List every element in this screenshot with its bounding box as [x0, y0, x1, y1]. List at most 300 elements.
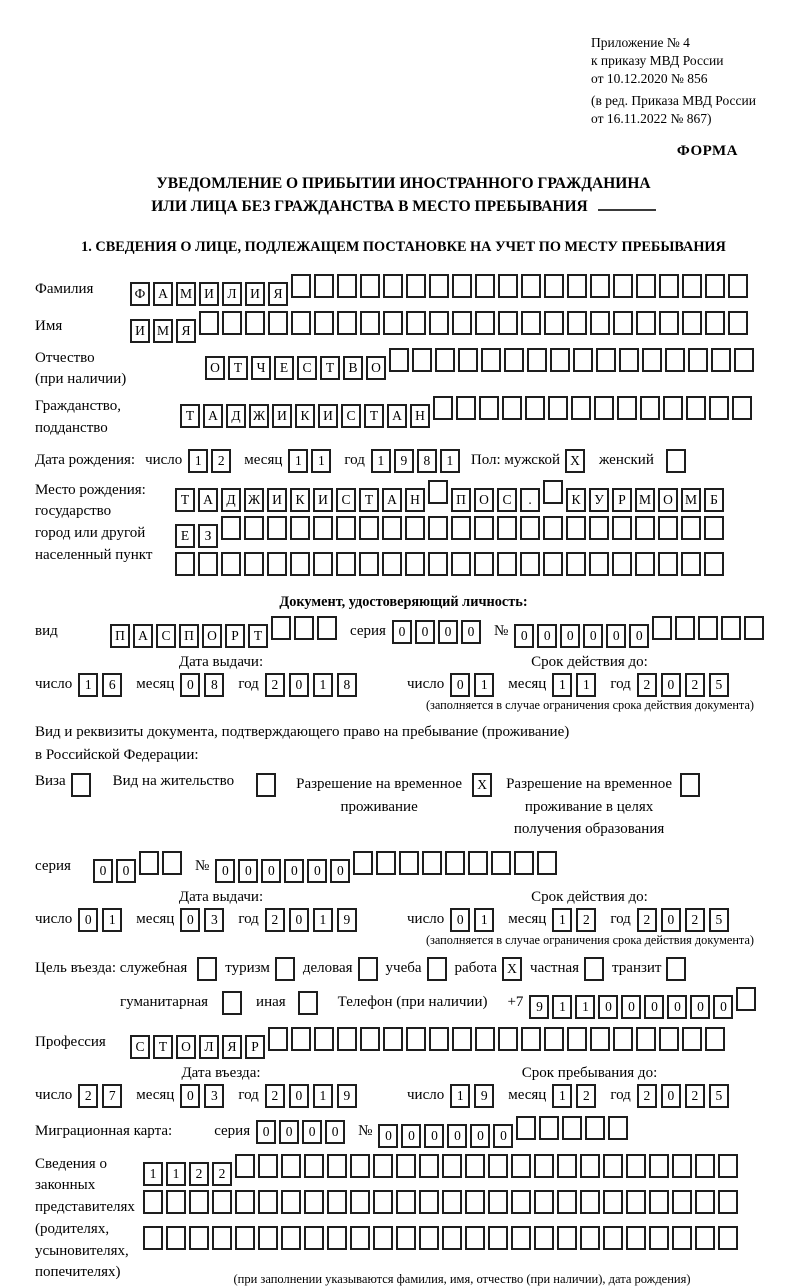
char-cell[interactable]: Н: [405, 488, 425, 512]
char-cell[interactable]: 6: [102, 673, 122, 697]
char-cell[interactable]: [189, 1226, 209, 1250]
char-cell[interactable]: [608, 1116, 628, 1140]
char-cell[interactable]: О: [202, 624, 222, 648]
char-cell[interactable]: [383, 311, 403, 335]
char-cell[interactable]: [544, 311, 564, 335]
char-cell[interactable]: [465, 1154, 485, 1178]
char-cell[interactable]: 1: [313, 673, 333, 697]
char-cell[interactable]: [525, 396, 545, 420]
char-cell[interactable]: [267, 552, 287, 576]
char-cell[interactable]: 0: [289, 673, 309, 697]
char-cell[interactable]: [475, 311, 495, 335]
char-cell[interactable]: [291, 1027, 311, 1051]
char-cell[interactable]: [658, 552, 678, 576]
char-cell[interactable]: [649, 1154, 669, 1178]
char-cell[interactable]: 0: [215, 859, 235, 883]
char-cell[interactable]: 8: [204, 673, 224, 697]
char-cell[interactable]: Д: [221, 488, 241, 512]
char-cell[interactable]: [429, 274, 449, 298]
char-cell[interactable]: 2: [265, 1084, 285, 1108]
char-cell[interactable]: .: [520, 488, 540, 512]
char-cell[interactable]: [428, 552, 448, 576]
char-cell[interactable]: [281, 1226, 301, 1250]
char-cell[interactable]: [337, 1027, 357, 1051]
char-cell[interactable]: 1: [440, 449, 460, 473]
char-cell[interactable]: 1: [313, 908, 333, 932]
char-cell[interactable]: И: [318, 404, 338, 428]
char-cell[interactable]: [268, 311, 288, 335]
char-cell[interactable]: 1: [552, 673, 572, 697]
char-cell[interactable]: 5: [709, 673, 729, 697]
char-cell[interactable]: 0: [621, 995, 641, 1019]
char-cell[interactable]: Ф: [130, 282, 150, 306]
char-cell[interactable]: [695, 1190, 715, 1214]
purpose-official-checkbox[interactable]: [197, 957, 217, 981]
char-cell[interactable]: [281, 1154, 301, 1178]
char-cell[interactable]: [603, 1226, 623, 1250]
char-cell[interactable]: [143, 1226, 163, 1250]
char-cell[interactable]: [557, 1190, 577, 1214]
char-cell[interactable]: [626, 1154, 646, 1178]
char-cell[interactable]: 0: [661, 908, 681, 932]
char-cell[interactable]: 1: [450, 1084, 470, 1108]
char-cell[interactable]: 0: [438, 620, 458, 644]
char-cell[interactable]: [672, 1154, 692, 1178]
char-cell[interactable]: [442, 1154, 462, 1178]
char-cell[interactable]: 0: [401, 1124, 421, 1148]
char-cell[interactable]: [389, 348, 409, 372]
char-cell[interactable]: [681, 516, 701, 540]
char-cell[interactable]: [221, 552, 241, 576]
char-cell[interactable]: [291, 311, 311, 335]
char-cell[interactable]: [672, 1226, 692, 1250]
char-cell[interactable]: 2: [637, 673, 657, 697]
char-cell[interactable]: [589, 516, 609, 540]
char-cell[interactable]: [221, 516, 241, 540]
char-cell[interactable]: [580, 1154, 600, 1178]
char-cell[interactable]: [590, 311, 610, 335]
char-cell[interactable]: Т: [175, 488, 195, 512]
char-cell[interactable]: [682, 274, 702, 298]
char-cell[interactable]: [456, 396, 476, 420]
char-cell[interactable]: 1: [552, 908, 572, 932]
char-cell[interactable]: [613, 274, 633, 298]
char-cell[interactable]: [521, 1027, 541, 1051]
char-cell[interactable]: [521, 311, 541, 335]
char-cell[interactable]: [704, 552, 724, 576]
char-cell[interactable]: [350, 1154, 370, 1178]
char-cell[interactable]: [682, 1027, 702, 1051]
char-cell[interactable]: [511, 1154, 531, 1178]
char-cell[interactable]: [698, 616, 718, 640]
char-cell[interactable]: [636, 311, 656, 335]
char-cell[interactable]: [534, 1226, 554, 1250]
char-cell[interactable]: 0: [450, 908, 470, 932]
char-cell[interactable]: 0: [450, 673, 470, 697]
char-cell[interactable]: И: [272, 404, 292, 428]
char-cell[interactable]: [294, 616, 314, 640]
char-cell[interactable]: 0: [424, 1124, 444, 1148]
purpose-humanitarian-checkbox[interactable]: [222, 991, 242, 1015]
char-cell[interactable]: 0: [238, 859, 258, 883]
char-cell[interactable]: И: [267, 488, 287, 512]
char-cell[interactable]: М: [681, 488, 701, 512]
char-cell[interactable]: [268, 1027, 288, 1051]
char-cell[interactable]: 0: [606, 624, 626, 648]
char-cell[interactable]: [162, 851, 182, 875]
char-cell[interactable]: [468, 851, 488, 875]
char-cell[interactable]: [429, 311, 449, 335]
char-cell[interactable]: 3: [204, 1084, 224, 1108]
char-cell[interactable]: Ж: [249, 404, 269, 428]
char-cell[interactable]: [353, 851, 373, 875]
char-cell[interactable]: 0: [667, 995, 687, 1019]
char-cell[interactable]: [711, 348, 731, 372]
purpose-tourism-checkbox[interactable]: [275, 957, 295, 981]
char-cell[interactable]: 0: [284, 859, 304, 883]
char-cell[interactable]: [511, 1190, 531, 1214]
char-cell[interactable]: [337, 311, 357, 335]
char-cell[interactable]: [419, 1190, 439, 1214]
purpose-study-checkbox[interactable]: [427, 957, 447, 981]
char-cell[interactable]: [613, 311, 633, 335]
char-cell[interactable]: [543, 516, 563, 540]
char-cell[interactable]: [474, 516, 494, 540]
char-cell[interactable]: 2: [78, 1084, 98, 1108]
char-cell[interactable]: [603, 1190, 623, 1214]
char-cell[interactable]: [327, 1226, 347, 1250]
char-cell[interactable]: [580, 1190, 600, 1214]
char-cell[interactable]: [580, 1226, 600, 1250]
char-cell[interactable]: Т: [153, 1035, 173, 1059]
char-cell[interactable]: [199, 311, 219, 335]
char-cell[interactable]: [359, 516, 379, 540]
purpose-work-checkbox[interactable]: X: [502, 957, 522, 981]
char-cell[interactable]: 0: [713, 995, 733, 1019]
char-cell[interactable]: [258, 1226, 278, 1250]
char-cell[interactable]: 1: [102, 908, 122, 932]
char-cell[interactable]: 1: [371, 449, 391, 473]
char-cell[interactable]: [290, 552, 310, 576]
char-cell[interactable]: [640, 396, 660, 420]
char-cell[interactable]: 2: [265, 908, 285, 932]
char-cell[interactable]: [488, 1154, 508, 1178]
char-cell[interactable]: О: [176, 1035, 196, 1059]
char-cell[interactable]: [548, 396, 568, 420]
char-cell[interactable]: А: [203, 404, 223, 428]
char-cell[interactable]: 1: [166, 1162, 186, 1186]
char-cell[interactable]: Т: [364, 404, 384, 428]
char-cell[interactable]: [244, 516, 264, 540]
char-cell[interactable]: [166, 1190, 186, 1214]
char-cell[interactable]: [245, 311, 265, 335]
char-cell[interactable]: С: [130, 1035, 150, 1059]
residence-permit-checkbox[interactable]: [256, 773, 276, 797]
char-cell[interactable]: [516, 1116, 536, 1140]
char-cell[interactable]: [511, 1226, 531, 1250]
char-cell[interactable]: [314, 274, 334, 298]
char-cell[interactable]: [590, 274, 610, 298]
char-cell[interactable]: [475, 274, 495, 298]
char-cell[interactable]: [705, 274, 725, 298]
char-cell[interactable]: 5: [709, 908, 729, 932]
char-cell[interactable]: [267, 516, 287, 540]
char-cell[interactable]: Л: [199, 1035, 219, 1059]
char-cell[interactable]: [175, 552, 195, 576]
char-cell[interactable]: [589, 552, 609, 576]
char-cell[interactable]: [488, 1226, 508, 1250]
char-cell[interactable]: [539, 1116, 559, 1140]
char-cell[interactable]: 8: [417, 449, 437, 473]
char-cell[interactable]: [566, 516, 586, 540]
char-cell[interactable]: [212, 1226, 232, 1250]
char-cell[interactable]: 1: [311, 449, 331, 473]
char-cell[interactable]: [543, 552, 563, 576]
char-cell[interactable]: [222, 311, 242, 335]
char-cell[interactable]: 2: [685, 673, 705, 697]
char-cell[interactable]: [452, 311, 472, 335]
char-cell[interactable]: [235, 1154, 255, 1178]
char-cell[interactable]: Т: [248, 624, 268, 648]
char-cell[interactable]: [383, 274, 403, 298]
char-cell[interactable]: М: [635, 488, 655, 512]
char-cell[interactable]: 0: [514, 624, 534, 648]
char-cell[interactable]: [212, 1190, 232, 1214]
char-cell[interactable]: [718, 1154, 738, 1178]
char-cell[interactable]: [373, 1154, 393, 1178]
char-cell[interactable]: Л: [222, 282, 242, 306]
char-cell[interactable]: 1: [474, 908, 494, 932]
char-cell[interactable]: [652, 616, 672, 640]
char-cell[interactable]: [497, 552, 517, 576]
temp-residence-checkbox[interactable]: X: [472, 773, 492, 797]
char-cell[interactable]: [736, 987, 756, 1011]
char-cell[interactable]: 2: [576, 1084, 596, 1108]
char-cell[interactable]: 0: [447, 1124, 467, 1148]
char-cell[interactable]: [734, 348, 754, 372]
char-cell[interactable]: [665, 348, 685, 372]
char-cell[interactable]: [573, 348, 593, 372]
char-cell[interactable]: 0: [583, 624, 603, 648]
char-cell[interactable]: [396, 1154, 416, 1178]
purpose-other-checkbox[interactable]: [298, 991, 318, 1015]
char-cell[interactable]: 0: [537, 624, 557, 648]
char-cell[interactable]: 0: [307, 859, 327, 883]
char-cell[interactable]: [465, 1226, 485, 1250]
char-cell[interactable]: [544, 274, 564, 298]
char-cell[interactable]: 0: [302, 1120, 322, 1144]
char-cell[interactable]: [732, 396, 752, 420]
char-cell[interactable]: Б: [704, 488, 724, 512]
char-cell[interactable]: [744, 616, 764, 640]
char-cell[interactable]: [612, 552, 632, 576]
char-cell[interactable]: [350, 1190, 370, 1214]
char-cell[interactable]: [336, 516, 356, 540]
char-cell[interactable]: [350, 1226, 370, 1250]
char-cell[interactable]: [258, 1190, 278, 1214]
char-cell[interactable]: [452, 274, 472, 298]
visa-checkbox[interactable]: [71, 773, 91, 797]
char-cell[interactable]: Е: [175, 524, 195, 548]
char-cell[interactable]: 1: [576, 673, 596, 697]
char-cell[interactable]: [189, 1190, 209, 1214]
char-cell[interactable]: [429, 1027, 449, 1051]
char-cell[interactable]: [304, 1190, 324, 1214]
char-cell[interactable]: 9: [529, 995, 549, 1019]
char-cell[interactable]: П: [110, 624, 130, 648]
char-cell[interactable]: 9: [474, 1084, 494, 1108]
char-cell[interactable]: [567, 311, 587, 335]
char-cell[interactable]: 2: [685, 908, 705, 932]
char-cell[interactable]: [728, 311, 748, 335]
char-cell[interactable]: [567, 274, 587, 298]
char-cell[interactable]: Ч: [251, 356, 271, 380]
char-cell[interactable]: [317, 616, 337, 640]
char-cell[interactable]: [537, 851, 557, 875]
char-cell[interactable]: 1: [552, 995, 572, 1019]
char-cell[interactable]: 9: [337, 1084, 357, 1108]
char-cell[interactable]: 0: [690, 995, 710, 1019]
char-cell[interactable]: М: [176, 282, 196, 306]
char-cell[interactable]: [405, 516, 425, 540]
char-cell[interactable]: [534, 1190, 554, 1214]
char-cell[interactable]: [659, 274, 679, 298]
char-cell[interactable]: Р: [225, 624, 245, 648]
char-cell[interactable]: [406, 274, 426, 298]
char-cell[interactable]: [688, 348, 708, 372]
char-cell[interactable]: [406, 311, 426, 335]
char-cell[interactable]: [198, 552, 218, 576]
char-cell[interactable]: [521, 274, 541, 298]
char-cell[interactable]: [635, 552, 655, 576]
char-cell[interactable]: С: [156, 624, 176, 648]
char-cell[interactable]: С: [297, 356, 317, 380]
char-cell[interactable]: [562, 1116, 582, 1140]
char-cell[interactable]: Е: [274, 356, 294, 380]
char-cell[interactable]: С: [341, 404, 361, 428]
char-cell[interactable]: И: [245, 282, 265, 306]
char-cell[interactable]: [596, 348, 616, 372]
char-cell[interactable]: 1: [188, 449, 208, 473]
purpose-business-checkbox[interactable]: [358, 957, 378, 981]
char-cell[interactable]: [705, 311, 725, 335]
char-cell[interactable]: О: [205, 356, 225, 380]
char-cell[interactable]: [590, 1027, 610, 1051]
char-cell[interactable]: [359, 552, 379, 576]
char-cell[interactable]: [405, 552, 425, 576]
char-cell[interactable]: [672, 1190, 692, 1214]
char-cell[interactable]: [502, 396, 522, 420]
char-cell[interactable]: [235, 1226, 255, 1250]
char-cell[interactable]: [566, 552, 586, 576]
char-cell[interactable]: 8: [337, 673, 357, 697]
char-cell[interactable]: [488, 1190, 508, 1214]
char-cell[interactable]: [686, 396, 706, 420]
char-cell[interactable]: 0: [116, 859, 136, 883]
char-cell[interactable]: [659, 1027, 679, 1051]
char-cell[interactable]: Н: [410, 404, 430, 428]
char-cell[interactable]: [451, 552, 471, 576]
char-cell[interactable]: [619, 348, 639, 372]
char-cell[interactable]: 0: [560, 624, 580, 648]
char-cell[interactable]: [406, 1027, 426, 1051]
char-cell[interactable]: [603, 1154, 623, 1178]
purpose-transit-checkbox[interactable]: [666, 957, 686, 981]
char-cell[interactable]: [313, 552, 333, 576]
char-cell[interactable]: [360, 311, 380, 335]
char-cell[interactable]: [412, 348, 432, 372]
char-cell[interactable]: Т: [180, 404, 200, 428]
char-cell[interactable]: [695, 1154, 715, 1178]
char-cell[interactable]: [534, 1154, 554, 1178]
char-cell[interactable]: 0: [180, 1084, 200, 1108]
char-cell[interactable]: 0: [378, 1124, 398, 1148]
purpose-private-checkbox[interactable]: [584, 957, 604, 981]
char-cell[interactable]: 2: [212, 1162, 232, 1186]
char-cell[interactable]: [636, 274, 656, 298]
char-cell[interactable]: А: [382, 488, 402, 512]
char-cell[interactable]: [649, 1190, 669, 1214]
char-cell[interactable]: [445, 851, 465, 875]
char-cell[interactable]: [498, 274, 518, 298]
char-cell[interactable]: 9: [394, 449, 414, 473]
char-cell[interactable]: У: [589, 488, 609, 512]
char-cell[interactable]: [422, 851, 442, 875]
char-cell[interactable]: 0: [392, 620, 412, 644]
char-cell[interactable]: 2: [576, 908, 596, 932]
char-cell[interactable]: [451, 516, 471, 540]
char-cell[interactable]: С: [336, 488, 356, 512]
char-cell[interactable]: [314, 311, 334, 335]
char-cell[interactable]: [567, 1027, 587, 1051]
char-cell[interactable]: Я: [222, 1035, 242, 1059]
char-cell[interactable]: Ж: [244, 488, 264, 512]
char-cell[interactable]: [327, 1190, 347, 1214]
char-cell[interactable]: [452, 1027, 472, 1051]
char-cell[interactable]: [442, 1190, 462, 1214]
char-cell[interactable]: 1: [78, 673, 98, 697]
char-cell[interactable]: [617, 396, 637, 420]
char-cell[interactable]: В: [343, 356, 363, 380]
char-cell[interactable]: [649, 1226, 669, 1250]
char-cell[interactable]: 0: [78, 908, 98, 932]
char-cell[interactable]: [458, 348, 478, 372]
char-cell[interactable]: 1: [143, 1162, 163, 1186]
char-cell[interactable]: 2: [265, 673, 285, 697]
char-cell[interactable]: [682, 311, 702, 335]
char-cell[interactable]: [327, 1154, 347, 1178]
char-cell[interactable]: О: [474, 488, 494, 512]
char-cell[interactable]: [705, 1027, 725, 1051]
char-cell[interactable]: [166, 1226, 186, 1250]
char-cell[interactable]: [281, 1190, 301, 1214]
char-cell[interactable]: [474, 552, 494, 576]
char-cell[interactable]: К: [566, 488, 586, 512]
char-cell[interactable]: [613, 1027, 633, 1051]
char-cell[interactable]: [304, 1226, 324, 1250]
char-cell[interactable]: 1: [575, 995, 595, 1019]
char-cell[interactable]: 0: [289, 1084, 309, 1108]
char-cell[interactable]: [658, 516, 678, 540]
char-cell[interactable]: З: [198, 524, 218, 548]
char-cell[interactable]: Т: [228, 356, 248, 380]
char-cell[interactable]: [704, 516, 724, 540]
char-cell[interactable]: [291, 274, 311, 298]
temp-residence-edu-checkbox[interactable]: [680, 773, 700, 797]
char-cell[interactable]: [491, 851, 511, 875]
char-cell[interactable]: [396, 1190, 416, 1214]
char-cell[interactable]: А: [198, 488, 218, 512]
